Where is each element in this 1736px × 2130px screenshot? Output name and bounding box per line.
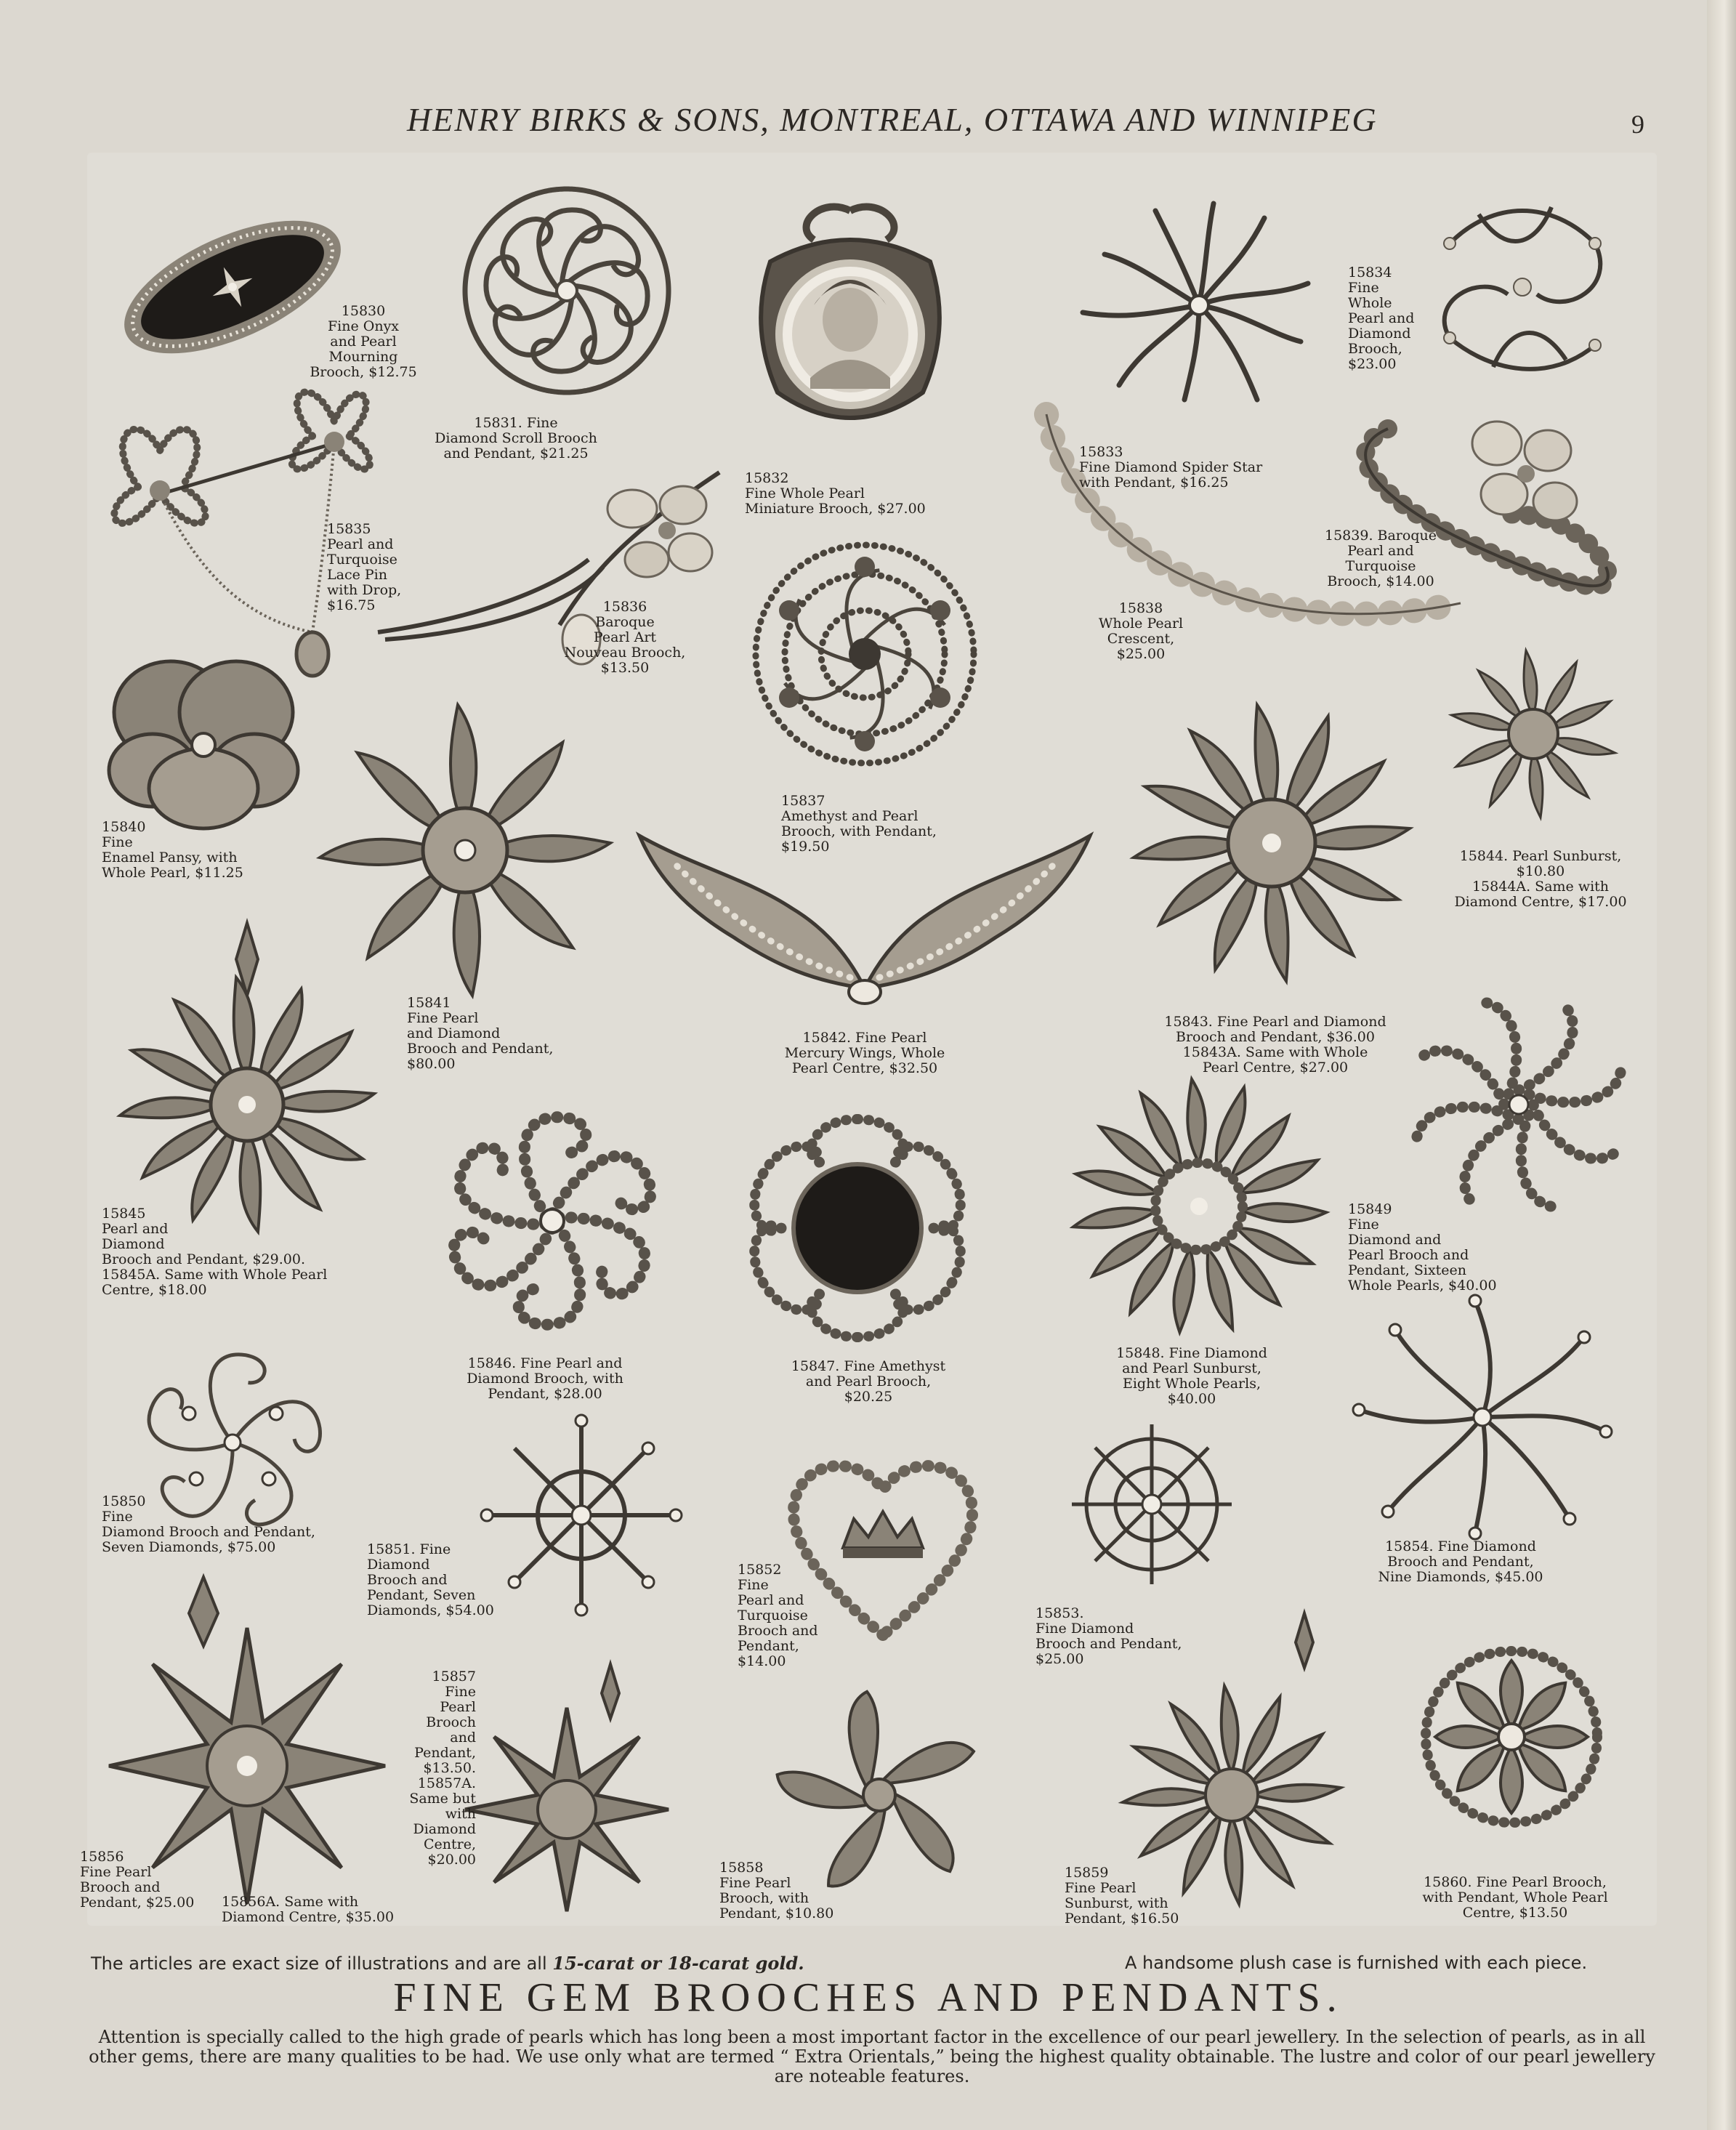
caption-15848: 15848. Fine Diamond and Pearl Sunburst, Eight Whole Pearls, $40.00 [1116, 1345, 1267, 1407]
spider-star-icon [1068, 196, 1330, 414]
baroque-turquoise-brooch-icon [1344, 407, 1620, 625]
caption-15854: 15854. Fine Diamond Brooch and Pendant, Nine Diamonds, $45.00 [1378, 1538, 1543, 1585]
spider-star-icon [465, 1410, 698, 1621]
scroll-brooch-icon [443, 174, 690, 407]
caption-15842: 15842. Fine Pearl Mercury Wings, Whole Pearl Centre, $32.50 [784, 1030, 945, 1076]
caption-15835: 15835 Pearl and Turquoise Lace Pin with Drop, $16.75 [327, 521, 402, 613]
caption-15836: 15836 Baroque Pearl Art Nouveau Brooch, $13.50 [564, 599, 686, 676]
pearl-brooch-icon [1424, 189, 1620, 385]
caption-15858: 15858 Fine Pearl Brooch, with Pendant, $10.80 [719, 1860, 834, 1921]
page-title: FINE GEM BROOCHES AND PENDANTS. [393, 1975, 1344, 2020]
caption-15832: 15832 Fine Whole Pearl Miniature Brooch, $27.00 [745, 470, 926, 517]
page-header: HENRY BIRKS & SONS, MONTREAL, OTTAWA AND WINNIPEG [407, 101, 1378, 138]
caption-15860: 15860. Fine Pearl Brooch, with Pendant, Whole Pearl Centre, $13.50 [1422, 1874, 1608, 1921]
sunburst-icon [1446, 647, 1620, 821]
gold-emphasis: 15-carat or 18-carat gold. [552, 1953, 804, 1974]
sunburst-icon [1126, 698, 1417, 988]
page-number: 9 [1631, 110, 1644, 139]
caption-15850: 15850 Fine Diamond Brooch and Pendant, Seven Diamonds, $75.00 [102, 1493, 315, 1555]
caption-15831: 15831. Fine Diamond Scroll Brooch and Pendant, $21.25 [435, 415, 597, 461]
amethyst-brooch-icon [741, 531, 988, 778]
caption-15833: 15833 Fine Diamond Spider Star with Pendant, $16.25 [1079, 444, 1263, 491]
pansy-icon [102, 654, 305, 836]
caption-15857: 15857 Fine Pearl Brooch and Pendant, $13.50. 15857A. Same but with Diamond Centre, $20.00 [409, 1669, 476, 1868]
caption-15856A: 15856A. Same with Diamond Centre, $35.00 [222, 1894, 395, 1925]
caption-15844: 15844. Pearl Sunburst, $10.80 15844A. Same with Diamond Centre, $17.00 [1454, 848, 1627, 910]
caption-15838: 15838 Whole Pearl Crescent, $25.00 [1098, 600, 1184, 662]
caption-15847: 15847. Fine Amethyst and Pearl Brooch, $20.25 [791, 1358, 946, 1405]
caption-15851: 15851. Fine Diamond Brooch and Pendant, Seven Diamonds, $54.00 [367, 1541, 494, 1618]
spider-star-icon [1061, 1417, 1243, 1592]
caption-15845: 15845 Pearl and Diamond Brooch and Pendant, $29.00. 15845A. Same with Whole Pearl Centre, $18.00 [102, 1206, 328, 1298]
miniature-brooch-icon [741, 196, 959, 451]
scroll-brooch-icon [429, 1097, 676, 1344]
caption-15846: 15846. Fine Pearl and Diamond Brooch, with Pendant, $28.00 [467, 1355, 623, 1402]
page-edge [1707, 0, 1736, 2130]
sunburst-icon [1068, 1076, 1330, 1337]
plush-case-note: A handsome plush case is furnished with each piece. [1125, 1953, 1588, 1973]
exact-size-note [91, 1953, 804, 1974]
caption-15849: 15849 Fine Diamond and Pearl Brooch and Pendant, Sixteen Whole Pearls, $40.00 [1348, 1201, 1497, 1294]
caption-15834: 15834 Fine Whole Pearl and Diamond Brooch, $23.00 [1348, 265, 1415, 372]
star-pendant-icon [451, 1664, 683, 1926]
sunburst-icon [109, 923, 385, 1243]
exact-size-note-text: The articles are exact size of illustrations and are all [91, 1953, 553, 1974]
caption-15853: 15853. Fine Diamond Brooch and Pendant, $25.00 [1035, 1605, 1182, 1667]
spider-star-icon [1344, 1286, 1620, 1548]
caption-15843: 15843. Fine Pearl and Diamond Brooch and Pendant, $36.00 15843A. Same with Whole Pearl Centre, $27.00 [1164, 1014, 1386, 1076]
caption-15841: 15841 Fine Pearl and Diamond Brooch and Pendant, $80.00 [407, 995, 554, 1072]
caption-15859: 15859 Fine Pearl Sunburst, with Pendant, $16.50 [1065, 1865, 1179, 1927]
caption-15839: 15839. Baroque Pearl and Turquoise Brooch, $14.00 [1325, 528, 1437, 589]
pearl-brooch-icon [1410, 1635, 1613, 1839]
caption-15856: 15856 Fine Pearl Brooch and Pendant, $25.00 [80, 1849, 195, 1911]
caption-15830: 15830 Fine Onyx and Pearl Mourning Brooch, $12.75 [310, 303, 417, 380]
caption-15840: 15840 Fine Enamel Pansy, with Whole Pearl, $11.25 [102, 819, 243, 881]
caption-15852: 15852 Fine Pearl and Turquoise Brooch and Pendant, $14.00 [738, 1562, 818, 1669]
scroll-brooch-icon [1410, 996, 1628, 1214]
amethyst-brooch-icon [734, 1105, 981, 1352]
pearl-attention-paragraph: Attention is specially called to the high grade of pearls which has long been a most important factor in the excellence of our pearl jewellery. In the selection of pearls, as in all other gems, there are many qualities to be had. We use only what are termed “ Extra Orientals,” being the highest quality obtainable. The lustre and color of our pearl jewellery are noteable features. [89, 2027, 1655, 2086]
caption-15837: 15837 Amethyst and Pearl Brooch, with Pendant, $19.50 [781, 793, 937, 855]
